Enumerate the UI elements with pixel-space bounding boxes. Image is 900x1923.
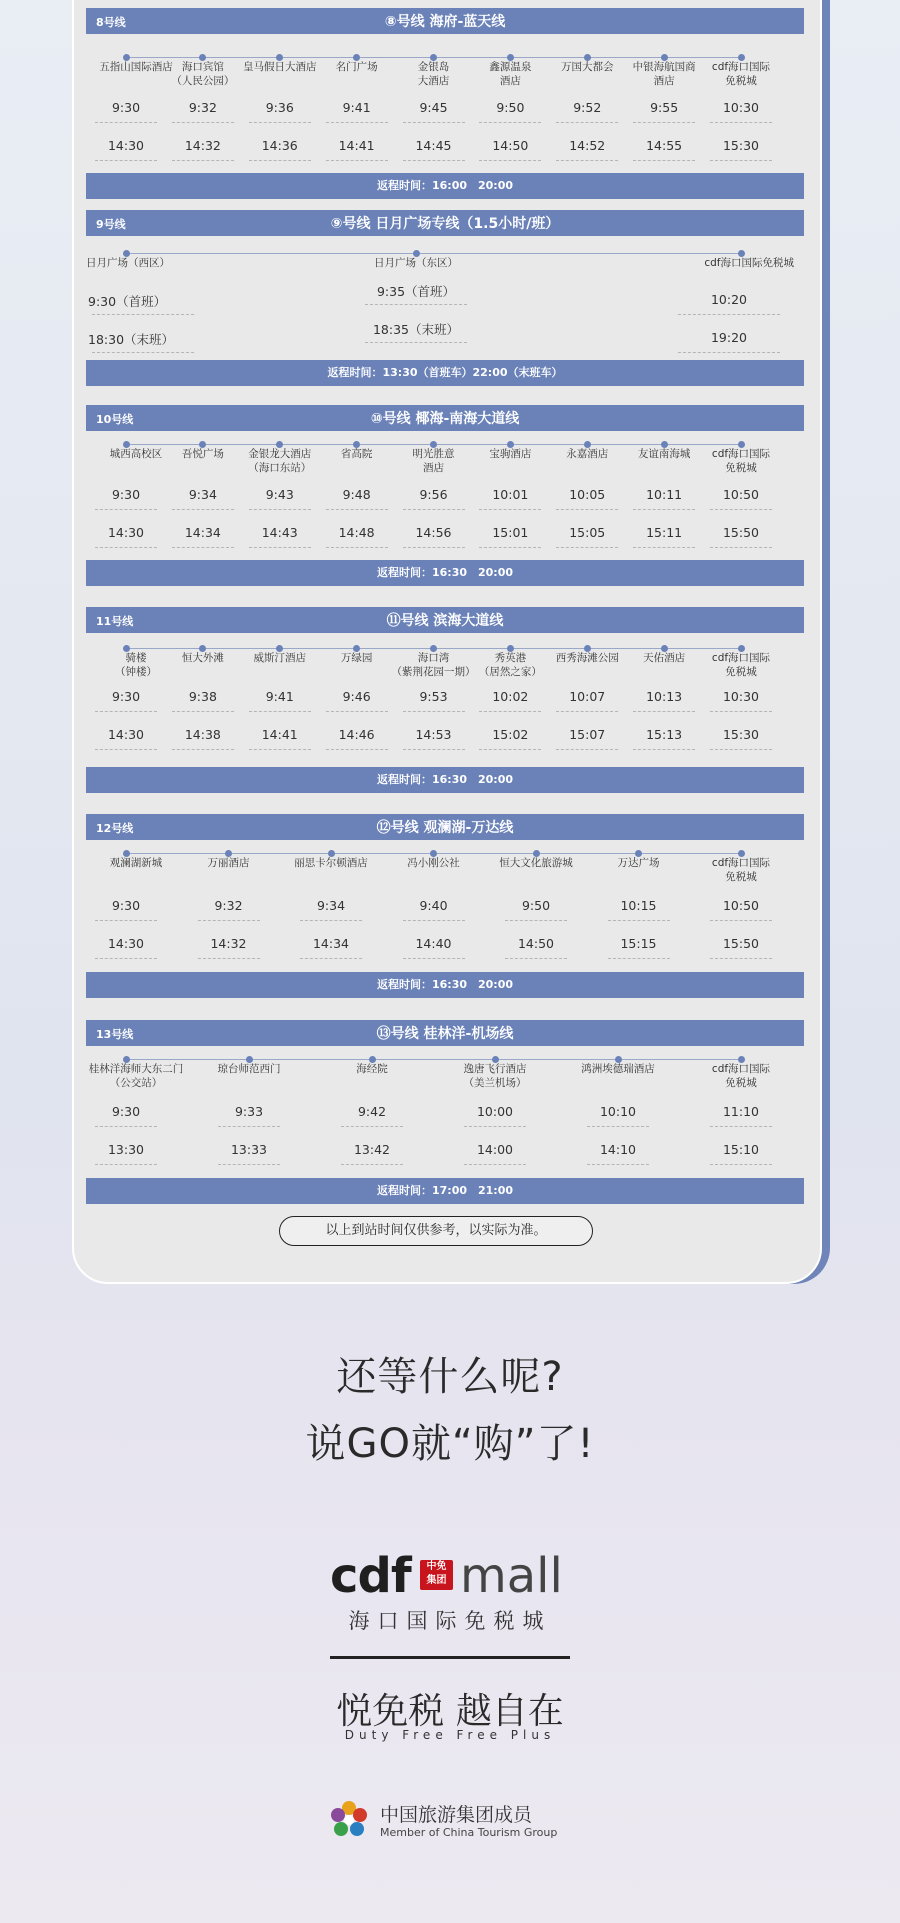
departure-time: 15:30 — [722, 138, 760, 153]
departure-time: 9:53 — [419, 689, 448, 704]
time-separator — [556, 711, 618, 712]
stop-name: 鑫源温泉 酒店 — [489, 61, 532, 87]
stop-name: 名门广场 — [335, 61, 378, 73]
time-separator — [608, 958, 670, 959]
time-separator — [710, 958, 772, 959]
route-title: ⑨号线 日月广场专线（1.5小时/班） — [330, 216, 560, 232]
departure-time: 10:13 — [646, 689, 683, 704]
departure-time: 13:30 — [107, 1142, 145, 1157]
departure-time: 18:35（末班） — [372, 322, 460, 337]
stop-name: 皇马假日大酒店 — [243, 61, 317, 73]
time-separator — [587, 1126, 649, 1127]
departure-time: 14:10 — [599, 1142, 637, 1157]
departure-time: 13:33 — [230, 1142, 268, 1157]
departure-time: 9:43 — [265, 487, 294, 502]
departure-time: 14:41 — [338, 138, 375, 153]
stop-name: 天佑酒店 — [643, 652, 686, 664]
departure-time: 14:30 — [107, 936, 145, 951]
stop-name: 宝驹酒店 — [489, 448, 532, 460]
route-section — [86, 8, 804, 199]
stop-name: 万达广场 — [617, 857, 660, 869]
time-separator — [95, 1164, 157, 1165]
time-separator — [403, 547, 465, 548]
departure-time: 15:30 — [722, 727, 760, 742]
departure-time: 9:56 — [419, 487, 448, 502]
time-separator — [479, 711, 541, 712]
stop-name: 琼台师范西门 — [217, 1063, 281, 1075]
time-separator — [403, 160, 465, 161]
route-header — [86, 1020, 804, 1046]
departure-time: 10:00 — [476, 1104, 514, 1119]
time-separator — [710, 1164, 772, 1165]
departure-time: 10:30 — [722, 100, 760, 115]
time-separator — [249, 711, 311, 712]
time-separator — [95, 509, 157, 510]
departure-time: 9:40 — [419, 898, 448, 913]
stop-name: cdf海口国际 免税城 — [711, 652, 771, 678]
time-separator — [403, 711, 465, 712]
departure-time: 10:07 — [569, 689, 606, 704]
time-separator — [633, 711, 695, 712]
route-number: 8号线 — [96, 16, 126, 29]
departure-time: 15:07 — [569, 727, 606, 742]
time-separator — [608, 920, 670, 921]
departure-time: 15:10 — [722, 1142, 760, 1157]
departure-time: 10:02 — [492, 689, 529, 704]
departure-time: 9:33 — [234, 1104, 264, 1119]
stop-name: 万国大都会 — [561, 61, 614, 73]
stop-name: cdf海口国际 免税城 — [711, 1063, 771, 1089]
route-header — [86, 405, 804, 431]
time-separator — [633, 547, 695, 548]
stop-name: 骑楼 （钟楼） — [115, 652, 157, 678]
time-separator — [326, 749, 388, 750]
route-number: 9号线 — [96, 218, 126, 231]
departure-time: 9:50 — [496, 100, 525, 115]
time-separator — [95, 711, 157, 712]
departure-time: 14:32 — [184, 138, 221, 153]
stop-name: 观澜湖新城 — [109, 857, 163, 869]
stop-name: 友谊南海城 — [637, 448, 691, 460]
stop-name: 日月广场（东区） — [374, 257, 458, 269]
departure-time: 9:50 — [521, 898, 551, 913]
time-separator — [403, 509, 465, 510]
time-separator — [479, 122, 541, 123]
time-separator — [249, 749, 311, 750]
stop-name: 恒大文化旅游城 — [499, 857, 573, 869]
time-separator — [710, 160, 772, 161]
departure-time: 14:55 — [646, 138, 683, 153]
cdf-logo-text: cdf — [330, 1548, 411, 1604]
time-separator — [341, 1164, 403, 1165]
departure-time: 14:45 — [415, 138, 452, 153]
time-separator — [464, 1126, 526, 1127]
time-separator — [172, 749, 234, 750]
stop-name: 海口湾 （紫荆花园一期） — [391, 652, 476, 678]
disclaimer-note: 以上到站时间仅供参考，以实际为准。 — [279, 1216, 593, 1246]
departure-time: 15:50 — [722, 525, 760, 540]
departure-time: 10:11 — [646, 487, 683, 502]
time-separator — [95, 547, 157, 548]
stop-name: 吾悦广场 — [181, 448, 224, 460]
time-separator — [403, 122, 465, 123]
departure-time: 9:38 — [188, 689, 217, 704]
departure-time: 18:30（末班） — [88, 332, 175, 347]
departure-time: 15:01 — [492, 525, 529, 540]
route-section — [86, 607, 804, 793]
route-title: ⑬号线 桂林洋-机场线 — [376, 1026, 514, 1042]
time-separator — [505, 958, 567, 959]
time-separator — [678, 314, 780, 315]
stop-name: 明光胜意 酒店 — [412, 448, 455, 474]
time-separator — [249, 509, 311, 510]
departure-time: 10:15 — [620, 898, 657, 913]
time-separator — [95, 160, 157, 161]
route-header — [86, 814, 804, 840]
time-separator — [198, 958, 260, 959]
stop-name: 永嘉酒店 — [566, 448, 609, 460]
time-separator — [365, 342, 467, 343]
departure-time: 14:30 — [107, 138, 145, 153]
time-separator — [464, 1164, 526, 1165]
time-separator — [556, 547, 618, 548]
brand-name-cn: 海口国际免税城 — [348, 1609, 552, 1633]
time-separator — [300, 920, 362, 921]
departure-time: 9:55 — [650, 100, 679, 115]
departure-time: 14:48 — [338, 525, 375, 540]
route-number: 10号线 — [96, 413, 134, 426]
time-separator — [479, 160, 541, 161]
time-separator — [505, 920, 567, 921]
stop-name: 恒大外滩 — [181, 652, 224, 664]
route-section — [86, 405, 804, 586]
route-track — [126, 253, 741, 254]
time-separator — [633, 122, 695, 123]
departure-time: 9:32 — [214, 898, 243, 913]
time-separator — [218, 1126, 280, 1127]
departure-time: 9:30 — [111, 100, 141, 115]
departure-time: 14:56 — [415, 525, 452, 540]
departure-time: 14:43 — [261, 525, 298, 540]
time-separator — [633, 749, 695, 750]
time-separator — [249, 122, 311, 123]
departure-time: 14:46 — [338, 727, 375, 742]
time-separator — [633, 160, 695, 161]
slogan-line-1: 还等什么呢? — [336, 1354, 564, 1400]
departure-time: 9:46 — [342, 689, 371, 704]
departure-time: 14:40 — [415, 936, 452, 951]
divider — [330, 1656, 570, 1659]
departure-time: 14:50 — [492, 138, 529, 153]
time-separator — [172, 711, 234, 712]
departure-time: 15:50 — [722, 936, 760, 951]
stop-name: 西秀海滩公园 — [555, 652, 619, 664]
departure-time: 9:34 — [188, 487, 217, 502]
stop-name: 万绿园 — [340, 652, 373, 664]
route-title: ⑧号线 海府-蓝天线 — [384, 14, 506, 30]
time-separator — [710, 920, 772, 921]
departure-time: 9:41 — [265, 689, 294, 704]
departure-time: 15:13 — [646, 727, 683, 742]
departure-time: 14:36 — [261, 138, 298, 153]
time-separator — [172, 509, 234, 510]
stop-name: 金银龙大酒店 （海口东站） — [248, 448, 312, 474]
departure-time: 14:50 — [517, 936, 555, 951]
stop-name: 丽思卡尔顿酒店 — [294, 857, 368, 869]
slogan-line-2: 说GO就“购”了! — [305, 1421, 595, 1467]
time-separator — [95, 958, 157, 959]
time-separator — [479, 509, 541, 510]
return-time-bar: 返程时间：16:00 20:00 — [86, 173, 804, 199]
stop-name: 中银海航国商 酒店 — [632, 61, 696, 87]
stop-name: 威斯汀酒店 — [253, 652, 306, 664]
time-separator — [556, 749, 618, 750]
departure-time: 15:02 — [492, 727, 529, 742]
group-member-en: Member of China Tourism Group — [380, 1826, 558, 1839]
route-title: ⑪号线 滨海大道线 — [386, 613, 504, 629]
group-member-cn: 中国旅游集团成员 — [380, 1804, 533, 1826]
return-time-bar: 返程时间：17:00 21:00 — [86, 1178, 804, 1204]
time-separator — [92, 314, 194, 315]
time-separator — [556, 160, 618, 161]
departure-time: 10:20 — [710, 292, 748, 307]
time-separator — [218, 1164, 280, 1165]
time-separator — [710, 509, 772, 510]
time-separator — [300, 958, 362, 959]
departure-time: 13:42 — [353, 1142, 391, 1157]
stop-name: 日月广场（西区） — [86, 257, 170, 269]
departure-time: 9:30 — [111, 487, 141, 502]
departure-time: 9:35（首班） — [376, 284, 456, 299]
time-separator — [710, 749, 772, 750]
departure-time: 14:30 — [107, 525, 145, 540]
route-section — [86, 1020, 804, 1204]
time-separator — [326, 122, 388, 123]
time-separator — [556, 122, 618, 123]
return-time-bar: 返程时间：13:30（首班车）22:00（末班车） — [86, 360, 804, 386]
stop-name: 海口宾馆 （人民公园） — [171, 61, 235, 87]
departure-time: 14:52 — [569, 138, 606, 153]
departure-time: 11:10 — [722, 1104, 760, 1119]
time-separator — [341, 1126, 403, 1127]
route-title: ⑫号线 观澜湖-万达线 — [376, 820, 514, 836]
time-separator — [326, 711, 388, 712]
time-separator — [587, 1164, 649, 1165]
route-section — [86, 210, 804, 386]
cdf-logo-badge — [420, 1560, 453, 1590]
departure-time: 14:53 — [415, 727, 452, 742]
route-header — [86, 210, 804, 236]
time-separator — [326, 547, 388, 548]
departure-time: 14:34 — [312, 936, 350, 951]
stop-name: 省高院 — [340, 448, 373, 460]
stop-name: cdf海口国际 免税城 — [711, 857, 771, 883]
brand-motto: 悦免税 越自在 — [336, 1691, 564, 1732]
departure-time: 15:11 — [646, 525, 683, 540]
return-time-bar: 返程时间：16:30 20:00 — [86, 767, 804, 793]
departure-time: 14:30 — [107, 727, 145, 742]
route-number: 12号线 — [96, 822, 134, 835]
route-track — [126, 1059, 741, 1060]
time-separator — [95, 749, 157, 750]
stop-name: 金银岛 大酒店 — [417, 61, 450, 87]
mall-logo-text: mall — [460, 1548, 563, 1604]
stop-name: 桂林洋海师大东二门 （公交站） — [88, 1063, 184, 1089]
time-separator — [479, 749, 541, 750]
time-separator — [403, 958, 465, 959]
time-separator — [249, 547, 311, 548]
departure-time: 15:05 — [569, 525, 606, 540]
departure-time: 10:05 — [569, 487, 606, 502]
china-tourism-group-icon — [330, 1800, 368, 1838]
departure-time: 9:41 — [342, 100, 371, 115]
departure-time: 15:15 — [620, 936, 657, 951]
stop-name: cdf海口国际 免税城 — [711, 448, 771, 474]
stop-name: 冯小刚公社 — [407, 857, 460, 869]
time-separator — [172, 122, 234, 123]
time-separator — [92, 352, 194, 353]
brand-motto-en: Duty Free Free Plus — [344, 1728, 556, 1742]
time-separator — [365, 304, 467, 305]
time-separator — [710, 122, 772, 123]
stop-name: 城西高校区 — [109, 448, 163, 460]
time-separator — [95, 1126, 157, 1127]
departure-time: 9:42 — [357, 1104, 387, 1119]
route-header — [86, 8, 804, 34]
departure-time: 9:36 — [265, 100, 294, 115]
time-separator — [633, 509, 695, 510]
time-separator — [479, 547, 541, 548]
time-separator — [249, 160, 311, 161]
time-separator — [710, 711, 772, 712]
departure-time: 10:30 — [722, 689, 760, 704]
stop-name: cdf海口国际 免税城 — [711, 61, 771, 87]
departure-time: 9:34 — [316, 898, 346, 913]
departure-time: 10:01 — [492, 487, 529, 502]
stop-name: 海经院 — [356, 1063, 388, 1075]
time-separator — [326, 509, 388, 510]
stop-name: 逸唐飞行酒店 （美兰机场） — [463, 1063, 527, 1089]
stop-name: cdf海口国际免税城 — [704, 257, 794, 269]
departure-time: 9:30（首班） — [88, 294, 167, 309]
route-number: 11号线 — [96, 615, 134, 628]
departure-time: 9:30 — [111, 898, 141, 913]
return-time-bar: 返程时间：16:30 20:00 — [86, 972, 804, 998]
return-time-bar: 返程时间：16:30 20:00 — [86, 560, 804, 586]
departure-time: 9:48 — [342, 487, 371, 502]
badge-text: 中免 集团 — [426, 1561, 447, 1586]
departure-time: 9:52 — [573, 100, 602, 115]
departure-time: 9:32 — [188, 100, 217, 115]
time-separator — [95, 920, 157, 921]
departure-time: 9:30 — [111, 689, 141, 704]
route-title: ⑩号线 椰海-南海大道线 — [370, 411, 520, 427]
route-section — [86, 814, 804, 998]
time-separator — [403, 920, 465, 921]
departure-time: 9:45 — [419, 100, 448, 115]
time-separator — [710, 547, 772, 548]
time-separator — [556, 509, 618, 510]
stop-name: 万丽酒店 — [207, 857, 250, 869]
time-separator — [172, 160, 234, 161]
departure-time: 10:50 — [722, 898, 760, 913]
departure-time: 14:41 — [261, 727, 298, 742]
time-separator — [198, 920, 260, 921]
time-separator — [403, 749, 465, 750]
route-number: 13号线 — [96, 1028, 134, 1041]
time-separator — [172, 547, 234, 548]
stop-name: 五指山国际酒店 — [99, 61, 173, 73]
departure-time: 14:38 — [184, 727, 221, 742]
departure-time: 10:10 — [599, 1104, 637, 1119]
time-separator — [95, 122, 157, 123]
time-separator — [710, 1126, 772, 1127]
time-separator — [326, 160, 388, 161]
stop-name: 秀英港 （居然之家） — [478, 652, 542, 678]
departure-time: 14:32 — [210, 936, 247, 951]
route-header — [86, 607, 804, 633]
departure-time: 9:30 — [111, 1104, 141, 1119]
time-separator — [678, 352, 780, 353]
stop-name: 鸿洲埃德瑞酒店 — [581, 1063, 655, 1075]
departure-time: 14:00 — [476, 1142, 514, 1157]
departure-time: 19:20 — [710, 330, 748, 345]
departure-time: 14:34 — [184, 525, 221, 540]
departure-time: 10:50 — [722, 487, 760, 502]
